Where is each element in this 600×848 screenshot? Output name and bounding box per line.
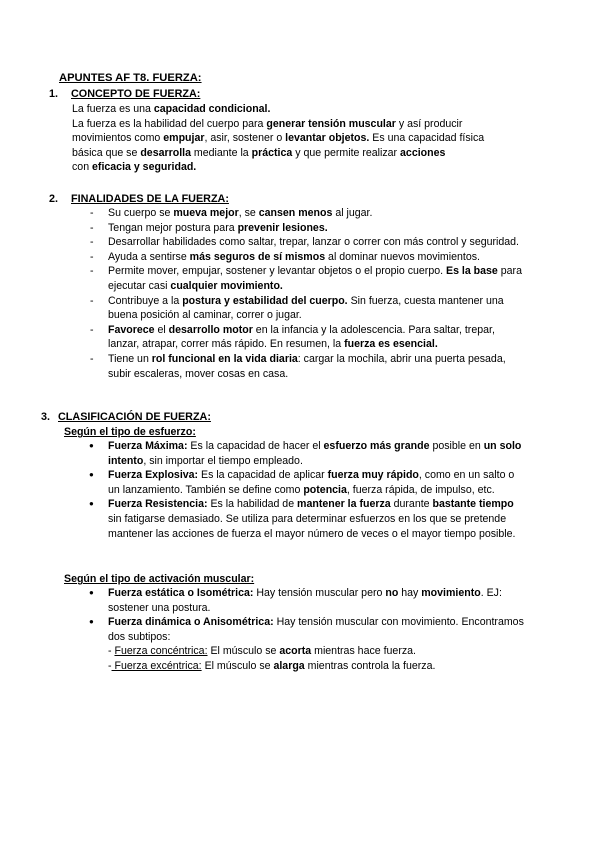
text-run: movimientos como: [72, 132, 164, 145]
text-run: , asir, sostener o: [204, 132, 286, 145]
bold-text: rol funcional en la vida diaria: [151, 352, 298, 365]
bold-text: Fuerza dinámica o Anisométrica:: [108, 616, 274, 629]
section-2-title: FINALIDADES DE LA FUERZA:: [71, 193, 229, 205]
bold-text: postura y estabilidad del cuerpo.: [182, 294, 348, 307]
list-item: [88, 235, 528, 250]
text-run: Ayuda a sentirse: [108, 250, 190, 263]
list-item: [88, 221, 528, 236]
text-run: Contribuye a la: [108, 294, 183, 307]
text-run: Es la capacidad de hacer el: [187, 440, 324, 452]
text-run: y así producir: [395, 117, 463, 130]
subsection-activation-heading: Según el tipo de activación muscular:: [64, 573, 255, 585]
list-item: [88, 250, 528, 265]
text-run: : cargar la mochila, abrir una puerta pesada, subir escaleras, mover cosas en casa.: [108, 352, 506, 380]
list-item: [88, 439, 528, 468]
bold-text: bastante tiempo: [432, 498, 514, 511]
bold-text: potencia: [303, 483, 347, 496]
text-run: posible en: [429, 440, 484, 452]
text-run: Hay tensión muscular con movimiento. Encontramos dos subtipos:: [108, 616, 524, 643]
bold-text: un solo intento: [108, 440, 522, 467]
text-run: El músculo se: [201, 659, 274, 672]
text-run: mediante la: [190, 146, 252, 159]
bold-text: acorta: [279, 645, 312, 658]
list-item: [88, 586, 528, 615]
bold-text: alarga: [273, 659, 305, 672]
text-run: Desarrollar habilidades como saltar, trepar, lanzar o correr con más control y seguridad.: [108, 236, 519, 249]
text-run: Permite mover, empujar, sostener y levantar objetos o el propio cuerpo.: [108, 265, 446, 278]
list-item: [88, 497, 528, 541]
text-run: con: [72, 161, 93, 174]
text-run: , como en un salto o un lanzamiento. También se define como: [108, 469, 515, 496]
paragraph-line: [72, 131, 532, 146]
text-run: . EJ: sostener una postura.: [108, 587, 502, 614]
bold-text: generar tensión muscular: [266, 117, 396, 130]
section-1-number: 1.: [49, 88, 59, 100]
bold-text: fuerza es esencial.: [344, 338, 438, 351]
text-run: Su cuerpo se: [108, 207, 174, 219]
bold-text: Favorece: [108, 323, 155, 336]
bold-text: Fuerza estática o Isométrica:: [108, 587, 254, 599]
text-run: básica que se: [72, 146, 141, 159]
bold-text: esfuerzo más grande: [323, 440, 430, 452]
text-run: y que permite realizar: [292, 146, 401, 159]
paragraph-line: [72, 117, 532, 132]
list-item: [88, 206, 528, 221]
text-run: Tengan mejor postura para: [108, 221, 238, 234]
text-run: , se: [238, 207, 259, 219]
bold-text: mantener la fuerza: [297, 498, 391, 511]
text-run: , sin importar el tiempo empleado.: [143, 454, 303, 467]
bold-text: movimiento: [421, 587, 481, 599]
list-item: [88, 468, 528, 497]
section-2-heading: [49, 192, 229, 207]
text-run: Hay tensión muscular pero: [253, 587, 386, 599]
bold-text: no: [385, 587, 399, 599]
bold-text: eficacia y seguridad.: [92, 161, 197, 174]
text-run: sin fatigarse demasiado. Se utiliza para determinar esfuerzos en los que se pretende mantener las acciones de fuerza el mayor número de veces o el mayor tiempo posible.: [108, 512, 516, 540]
section-3-title: CLASIFICACIÓN DE FUERZA:: [58, 411, 211, 423]
bold-text: Fuerza Máxima:: [108, 440, 188, 452]
bold-text: acciones: [400, 146, 446, 159]
text-run: La fuerza es la habilidad del cuerpo para: [72, 117, 267, 130]
section-2-number: 2.: [49, 193, 59, 205]
paragraph-line: [72, 160, 532, 175]
text-run: -: [108, 659, 112, 672]
section-3-heading: [41, 410, 211, 425]
paragraph-line: [72, 146, 532, 161]
bold-text: cansen menos: [258, 207, 333, 219]
text-run: Sin fuerza, cuesta mantener una buena posición al caminar, correr o jugar.: [108, 294, 504, 322]
text-run: -: [108, 645, 115, 658]
list-item: [88, 352, 528, 381]
text-run: durante: [390, 498, 433, 511]
list-item: [88, 294, 528, 323]
subtype-item: [108, 644, 528, 659]
text-run: mientras controla la fuerza.: [304, 659, 436, 672]
section-1-paragraph: [72, 102, 532, 175]
bold-text: Fuerza Explosiva:: [108, 469, 199, 482]
text-run: para ejecutar casi: [108, 265, 522, 292]
underlined-text: Fuerza excéntrica:: [111, 659, 202, 672]
text-run: hay: [398, 587, 422, 599]
text-run: Tiene un: [108, 352, 152, 365]
paragraph-line: [72, 102, 532, 117]
bold-text: Fuerza Resistencia:: [108, 498, 208, 511]
list-item: [88, 323, 528, 352]
text-run: al jugar.: [332, 207, 373, 219]
document-title: APUNTES AF T8. FUERZA:: [59, 72, 202, 84]
section-1-title: CONCEPTO DE FUERZA:: [71, 88, 201, 100]
text-run: La fuerza es una: [72, 103, 154, 115]
text-run: , fuerza rápida, de impulso, etc.: [346, 483, 495, 496]
subtype-list: [108, 644, 528, 673]
bold-text: práctica: [251, 146, 293, 159]
section-1-heading: [49, 87, 200, 102]
bold-text: prevenir lesiones.: [237, 221, 328, 234]
text-run: Es una capacidad física: [369, 132, 485, 145]
text-run: Es la habilidad de: [207, 498, 298, 511]
text-run: mientras hace fuerza.: [311, 645, 416, 658]
text-run: El músculo se: [207, 645, 280, 658]
bold-text: Es la base: [446, 265, 498, 278]
list-item: [88, 264, 528, 293]
text-run: Es la capacidad de aplicar: [198, 469, 328, 482]
bold-text: más seguros de sí mismos: [189, 250, 326, 263]
subtype-item: [108, 659, 528, 674]
bold-text: cualquier movimiento.: [170, 279, 283, 292]
subsection-effort-list: [88, 439, 528, 541]
bold-text: capacidad condicional.: [153, 103, 271, 115]
bold-text: desarrollo motor: [168, 323, 253, 336]
subsection-effort-heading: Según el tipo de esfuerzo:: [64, 426, 196, 438]
bold-text: empujar: [163, 132, 205, 145]
text-run: en la infancia y la adolescencia. Para saltar, trepar, lanzar, atrapar, correr más rápido. En resumen, la: [108, 323, 495, 351]
text-run: el: [154, 323, 169, 336]
section-3-number: 3.: [41, 411, 51, 423]
underlined-text: Fuerza concéntrica:: [114, 645, 208, 658]
bold-text: levantar objetos.: [285, 132, 370, 145]
text-run: al dominar nuevos movimientos.: [325, 250, 480, 263]
list-item: [88, 615, 528, 673]
section-2-list: [88, 206, 528, 381]
bold-text: desarrolla: [140, 146, 191, 159]
bold-text: fuerza muy rápido: [327, 469, 419, 482]
bold-text: mueva mejor: [173, 207, 239, 219]
subsection-activation-list: [88, 586, 528, 674]
